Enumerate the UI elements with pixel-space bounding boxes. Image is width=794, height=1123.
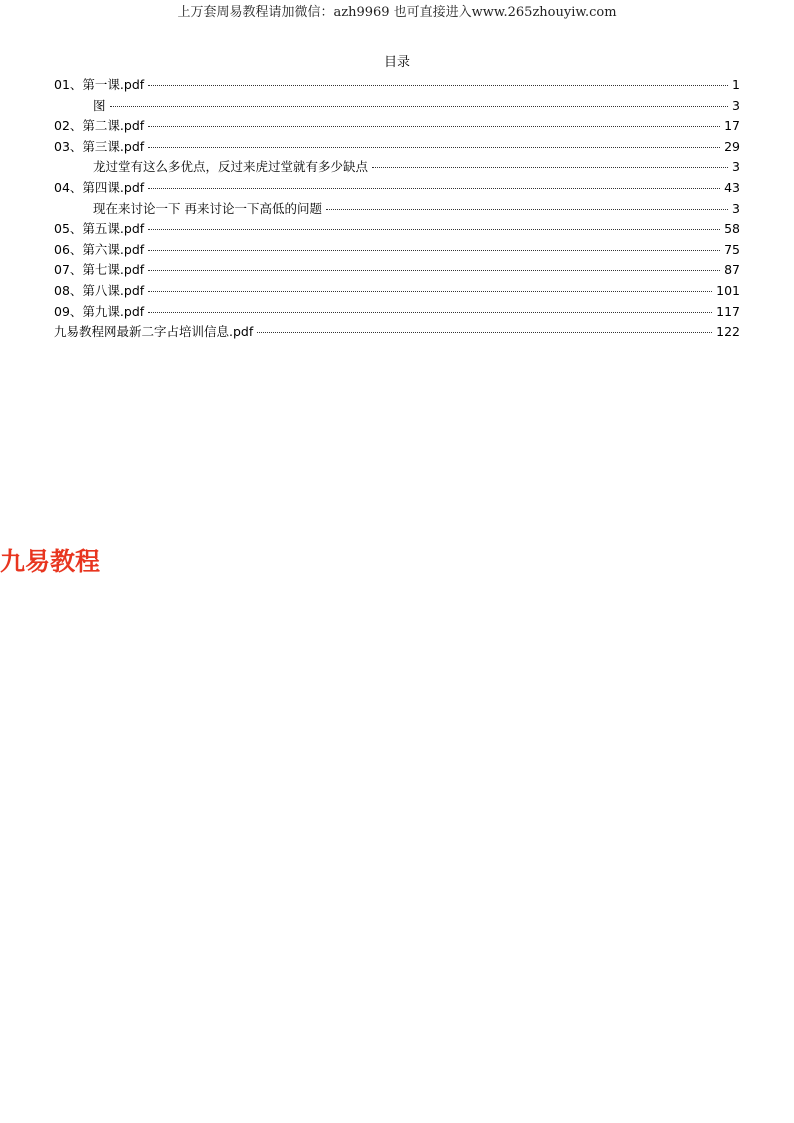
- toc-entry-label: 02、第二课.pdf: [54, 118, 145, 134]
- toc-dot-leader: [257, 331, 712, 333]
- page-header: 上万套周易教程请加微信：azh9969 也可直接进入www.265zhouyiw.com: [177, 5, 617, 20]
- toc-entry-page-number: 101: [716, 282, 740, 298]
- toc-entry-page-number: 75: [724, 241, 740, 257]
- toc-dot-leader: [326, 208, 728, 210]
- toc-entry-label: 图: [93, 97, 106, 113]
- toc-entry[interactable]: [54, 302, 740, 323]
- toc-dot-leader: [148, 249, 720, 251]
- toc-dot-leader: [372, 166, 728, 168]
- table-of-contents: [54, 75, 740, 343]
- toc-entry-page-number: 3: [732, 159, 740, 175]
- toc-entry-label: 04、第四课.pdf: [54, 179, 145, 195]
- toc-entry[interactable]: [54, 281, 740, 302]
- toc-entry-page-number: 122: [716, 324, 740, 340]
- toc-entry[interactable]: [54, 219, 740, 240]
- toc-entry[interactable]: [54, 137, 740, 158]
- toc-entry[interactable]: [54, 116, 740, 137]
- toc-dot-leader: [148, 290, 712, 292]
- toc-entry-label: 07、第七课.pdf: [54, 262, 145, 278]
- toc-entry-label: 09、第九课.pdf: [54, 303, 145, 319]
- toc-entry-page-number: 3: [732, 97, 740, 113]
- toc-entry-page-number: 43: [724, 179, 740, 195]
- toc-entry-label: 01、第一课.pdf: [54, 77, 145, 92]
- toc-entry-label: 03、第三课.pdf: [54, 138, 145, 154]
- toc-entry-label: 现在来讨论一下 再来讨论一下高低的问题: [93, 200, 322, 216]
- toc-dot-leader: [148, 146, 720, 148]
- toc-entry[interactable]: [54, 75, 740, 96]
- toc-entry-label: 九易教程网最新二字占培训信息.pdf: [54, 324, 254, 340]
- toc-dot-leader: [148, 228, 720, 230]
- toc-entry-page-number: 117: [716, 303, 740, 319]
- toc-entry[interactable]: [54, 260, 740, 281]
- toc-dot-leader: [148, 125, 720, 127]
- toc-entry[interactable]: [54, 199, 740, 220]
- toc-dot-leader: [148, 311, 712, 313]
- toc-entry[interactable]: [54, 178, 740, 199]
- toc-entry[interactable]: [54, 322, 740, 343]
- toc-entry[interactable]: [54, 240, 740, 261]
- watermark-logo: 九易教程: [0, 547, 101, 576]
- toc-entry-page-number: 1: [732, 77, 740, 92]
- toc-entry[interactable]: [54, 96, 740, 117]
- toc-entry-label: 龙过堂有这么多优点，反过来虎过堂就有多少缺点: [93, 159, 369, 175]
- toc-entry-page-number: 3: [732, 200, 740, 216]
- toc-entry-label: 05、第五课.pdf: [54, 221, 145, 237]
- toc-dot-leader: [110, 105, 729, 107]
- toc-entry-label: 08、第八课.pdf: [54, 282, 145, 298]
- toc-entry[interactable]: [54, 157, 740, 178]
- toc-entry-label: 06、第六课.pdf: [54, 241, 145, 257]
- toc-dot-leader: [148, 187, 720, 189]
- toc-dot-leader: [148, 269, 720, 271]
- toc-title: 目录: [383, 55, 410, 70]
- toc-entry-page-number: 58: [724, 221, 740, 237]
- toc-entry-page-number: 17: [724, 118, 740, 134]
- toc-entry-page-number: 29: [724, 138, 740, 154]
- toc-entry-page-number: 87: [724, 262, 740, 278]
- toc-dot-leader: [148, 84, 728, 86]
